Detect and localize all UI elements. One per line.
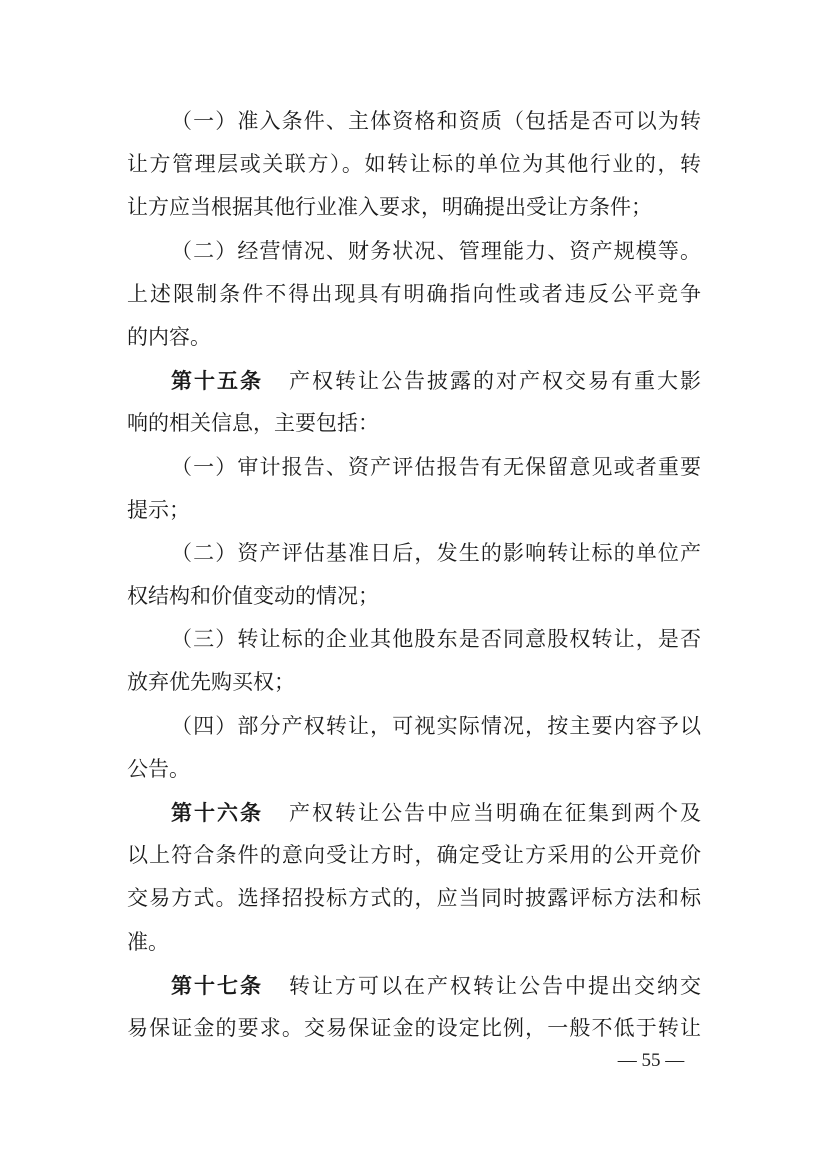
- page-number: — 55 —: [617, 1050, 685, 1071]
- text-line: [127, 618, 701, 661]
- line-text: （一）准入条件、主体资格和资质（包括是否可以为转: [171, 109, 701, 133]
- line-text: 产权转让公告披露的对产权交易有重大影: [289, 369, 701, 394]
- line-text: 的内容。: [127, 324, 211, 349]
- text-line: [127, 877, 701, 920]
- line-text: （一）审计报告、资产评估报告有无保留意见或者重要: [171, 454, 701, 479]
- text-line: [127, 575, 701, 618]
- text-line: [127, 964, 701, 1007]
- text-line: [127, 791, 701, 834]
- text-line: [127, 230, 701, 273]
- line-text: 交易方式。选择招投标方式的，应当同时披露评标方法和标: [127, 886, 701, 911]
- text-line: [127, 661, 701, 704]
- text-line: [127, 316, 701, 359]
- line-text: 公告。: [127, 756, 190, 781]
- line-text: （三）转让标的企业其他股东是否同意股权转让，是否: [171, 627, 701, 652]
- text-line: [127, 834, 701, 877]
- line-text: 以上符合条件的意向受让方时，确定受让方采用的公开竞价: [127, 843, 701, 868]
- line-text: （四）部分产权转让，可视实际情况，按主要内容予以: [171, 713, 701, 738]
- text-line: [127, 489, 701, 532]
- line-text: 准。: [127, 929, 169, 954]
- article-label: 第十七条: [171, 972, 263, 998]
- text-line: [127, 273, 701, 316]
- line-text: 放弃优先购买权；: [127, 670, 295, 695]
- text-line: [127, 748, 701, 791]
- text-line: [127, 921, 701, 964]
- text-line: [127, 186, 701, 229]
- text-line: [127, 705, 701, 748]
- text-line: [127, 1007, 701, 1050]
- line-text: 上述限制条件不得出现具有明确指向性或者违反公平竞争: [127, 281, 701, 306]
- line-text: 产权转让公告中应当明确在征集到两个及: [289, 801, 701, 825]
- line-text: （二）资产评估基准日后，发生的影响转让标的单位产: [171, 540, 701, 565]
- line-text: 让方应当根据其他行业准入要求，明确提出受让方条件；: [127, 195, 652, 220]
- line-text: 提示；: [127, 497, 190, 522]
- article-label: 第十六条: [171, 800, 263, 825]
- line-text: 易保证金的要求。交易保证金的设定比例，一般不低于转让: [127, 1015, 701, 1040]
- line-text: 响的相关信息，主要包括：: [127, 411, 379, 436]
- line-text: 让方管理层或关联方）。如转让标的单位为其他行业的，转: [127, 152, 701, 177]
- text-line: [127, 532, 701, 575]
- text-line: [127, 446, 701, 489]
- body-text: [127, 100, 701, 1050]
- line-text: 权结构和价值变动的情况；: [127, 584, 379, 609]
- text-line: [127, 100, 701, 143]
- line-text: （二）经营情况、财务状况、管理能力、资产规模等。: [171, 238, 701, 263]
- text-line: [127, 402, 701, 445]
- article-label: 第十五条: [171, 368, 263, 394]
- line-text: 转让方可以在产权转让公告中提出交纳交: [289, 973, 701, 998]
- text-line: [127, 359, 701, 402]
- text-line: [127, 143, 701, 186]
